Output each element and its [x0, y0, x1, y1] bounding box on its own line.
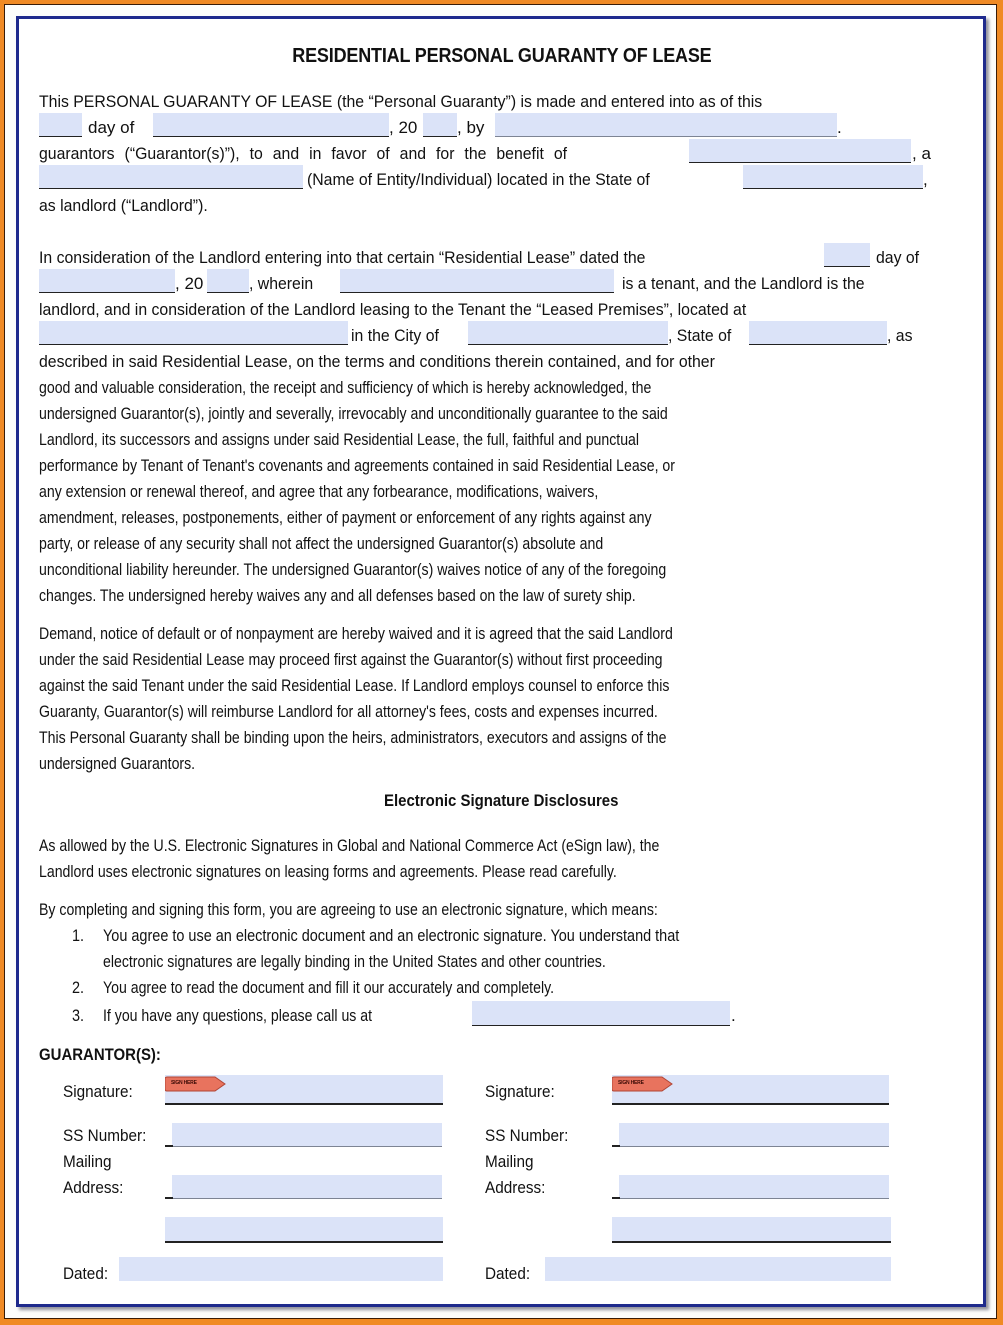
premises-state-field[interactable] — [749, 321, 887, 345]
para2-line9: performance by Tenant of Tenant's covenants and agreements contained in said Residential Lease, or — [39, 456, 675, 475]
para3-line2: under the said Residential Lease may proceed first against the Guarantor(s) without first proceeding — [39, 650, 663, 669]
tenant-name-field[interactable] — [340, 269, 614, 293]
landlord-state-field[interactable] — [743, 165, 923, 189]
para2-city-of: in the City of — [351, 326, 439, 345]
para1-entity-text: (Name of Entity/Individual) located in the State of — [307, 170, 650, 189]
guarantor-names-field[interactable] — [495, 113, 837, 137]
para2-line12: party, or release of any security shall not affect the undersigned Guarantor(s) absolute and — [39, 534, 604, 553]
dated-label-2: Dated: — [485, 1264, 531, 1283]
sign-here-tag-1[interactable] — [165, 1076, 223, 1092]
mailing-label-2: Mailing — [485, 1152, 534, 1171]
para3-line1: Demand, notice of default or of nonpayment are hereby waived and it is agreed that the said Landlord — [39, 624, 673, 643]
guarantors-heading: GUARANTOR(S): — [39, 1045, 161, 1064]
guaranty-day-field[interactable] — [39, 113, 82, 137]
para2-line7: undersigned Guarantor(s), jointly and severally, irrevocably and unconditionally guarantee to the said — [39, 404, 668, 423]
para2-line14: changes. The undersigned hereby waives any and all defenses based on the law of surety ship. — [39, 586, 636, 605]
address-underline-stub-2 — [612, 1197, 620, 1199]
document-title: RESIDENTIAL PERSONAL GUARANTY OF LEASE — [291, 45, 712, 67]
para2-state-of: , State of — [668, 326, 732, 345]
ss-number-field-2[interactable] — [619, 1123, 889, 1147]
guaranty-month-field[interactable] — [153, 113, 389, 137]
guaranty-year-field[interactable] — [423, 113, 457, 137]
dated-field-1[interactable] — [119, 1257, 443, 1281]
dated-field-2[interactable] — [545, 1257, 891, 1281]
para1-year-prefix: , 20 — [389, 118, 418, 137]
list-item-3-line1: If you have any questions, please call us at — [103, 1006, 373, 1025]
para1-line1: This PERSONAL GUARANTY OF LEASE (the “Personal Guaranty”) is made and entered into as of this — [39, 92, 763, 111]
address-line2-field-2[interactable] — [612, 1217, 891, 1243]
para3-line5: This Personal Guaranty shall be binding upon the heirs, administrators, executors and assigns of the — [39, 728, 667, 747]
lease-day-field[interactable] — [824, 243, 870, 267]
para2-is-tenant: is a tenant, and the Landlord is the — [622, 274, 865, 293]
address-line1-field-1[interactable] — [172, 1175, 442, 1199]
ss-underline-stub-2 — [612, 1145, 620, 1147]
para3-line6: undersigned Guarantors. — [39, 754, 196, 773]
ss-underline-stub-1 — [165, 1145, 173, 1147]
esign-heading: Electronic Signature Disclosures — [384, 791, 619, 810]
esign-para1-line2: Landlord uses electronic signatures on leasing forms and agreements. Please read carefully. — [39, 862, 617, 881]
esign-para1-line1: As allowed by the U.S. Electronic Signatures in Global and National Commerce Act (eSign law), the — [39, 836, 660, 855]
ss-number-field-1[interactable] — [172, 1123, 442, 1147]
sign-here-text-2: SIGN HERE — [618, 1080, 644, 1086]
list-item-2-line1: You agree to read the document and fill it our accurately and completely. — [103, 978, 555, 997]
mailing-label-1: Mailing — [63, 1152, 112, 1171]
esign-para2: By completing and signing this form, you are agreeing to use an electronic signature, which means: — [39, 900, 658, 919]
address-line1-field-2[interactable] — [619, 1175, 889, 1199]
para3-line4: Guaranty, Guarantor(s) will reimburse Landlord for all attorney's fees, costs and expenses incurred. — [39, 702, 658, 721]
landlord-name-field[interactable] — [689, 139, 911, 163]
para3-line3: against the said Tenant under the said Residential Lease. If Landlord employs counsel to enforce this — [39, 676, 670, 695]
para2-year-prefix: , 20 — [175, 274, 204, 293]
address-underline-stub-1 — [165, 1197, 173, 1199]
list-item-2-number: 2. — [72, 978, 85, 997]
para2-line11: amendment, releases, postponements, either of payment or enforcement of any rights against any — [39, 508, 652, 527]
address-line2-field-1[interactable] — [165, 1217, 443, 1243]
para2-line6: good and valuable consideration, the receipt and sufficiency of which is hereby acknowledged, the — [39, 378, 652, 397]
para2-as: , as — [887, 326, 913, 345]
premises-address-field[interactable] — [39, 321, 348, 345]
list-item-3-period: . — [731, 1006, 736, 1025]
para2-line5: described in said Residential Lease, on the terms and conditions therein contained, and for other — [39, 352, 715, 371]
para1-comma-a: , a — [912, 144, 931, 163]
para2-line8: Landlord, its successors and assigns under said Residential Lease, the full, faithful and punctual — [39, 430, 640, 449]
address-label-1: Address: — [63, 1178, 124, 1197]
para1-line5: as landlord (“Landlord”). — [39, 196, 208, 215]
list-item-1-number: 1. — [72, 926, 85, 945]
para1-by: , by — [457, 118, 485, 137]
ss-number-label-1: SS Number: — [63, 1126, 147, 1145]
lease-year-field[interactable] — [207, 269, 249, 293]
list-item-3-number: 3. — [72, 1006, 85, 1025]
para2-wherein: , wherein — [249, 274, 314, 293]
list-item-1-line2: electronic signatures are legally binding in the United States and other countries. — [103, 952, 606, 971]
para2-day-of: day of — [876, 248, 920, 267]
dated-label-1: Dated: — [63, 1264, 109, 1283]
para1-period: . — [837, 118, 842, 137]
para2-line3: landlord, and in consideration of the Landlord leasing to the Tenant the “Leased Premises”, located at — [39, 300, 747, 319]
list-item-1-line1: You agree to use an electronic document and an electronic signature. You understand that — [103, 926, 680, 945]
contact-phone-field[interactable] — [472, 1001, 730, 1026]
sign-here-tag-2[interactable] — [612, 1076, 670, 1092]
ss-number-label-2: SS Number: — [485, 1126, 569, 1145]
para1-day-of: day of — [88, 118, 135, 137]
para2-line13: unconditional liability hereunder. The undersigned Guarantor(s) waives notice of any of the foregoing — [39, 560, 667, 579]
para2-line1: In consideration of the Landlord entering into that certain “Residential Lease” dated the — [39, 248, 646, 267]
para2-line10: any extension or renewal thereof, and agree that any forbearance, modifications, waivers, — [39, 482, 599, 501]
sign-here-text-1: SIGN HERE — [171, 1080, 197, 1086]
entity-name-field[interactable] — [39, 165, 303, 189]
signature-label-2: Signature: — [485, 1082, 555, 1101]
premises-city-field[interactable] — [468, 321, 668, 345]
address-label-2: Address: — [485, 1178, 546, 1197]
para1-line3: guarantors (“Guarantor(s)”), to and in favor of and for the benefit of — [39, 144, 568, 163]
signature-label-1: Signature: — [63, 1082, 133, 1101]
lease-month-field[interactable] — [39, 269, 175, 293]
para1-comma: , — [923, 170, 928, 189]
